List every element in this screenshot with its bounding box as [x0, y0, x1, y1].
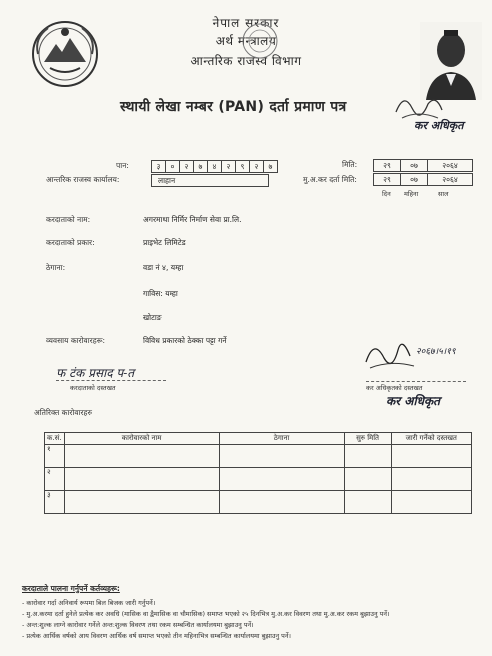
reg-date-label: मु.अ.कर दर्ता मिति:	[303, 175, 357, 184]
address-district: खोटाङ	[143, 313, 162, 322]
duty-item: - कारोवार गर्दा अनिवार्य रूपमा बिल बिजक जारी गर्नुपर्ने।	[22, 599, 156, 607]
table-row	[45, 491, 472, 514]
taxpayer-type-label: करदाताको प्रकार:	[46, 238, 95, 247]
ministry-line: अर्थ मन्त्रालय	[215, 34, 277, 48]
government-line: नेपाल सरकार	[212, 16, 280, 30]
issue-date	[373, 159, 473, 172]
reg-date	[373, 173, 473, 186]
pan-number	[151, 160, 278, 173]
business-value: विविध प्रकारको ठेक्का पट्टा गर्ने	[143, 336, 227, 345]
duty-item: - मु.अ.करमा दर्ता हुनेले प्रत्येक कर अवधि (मासिक वा द्वैमासिक वा चौमासिक) समाप्त भएको २५ दिनभित्र मु.अ.कर विवरण तथा मु.अ.कर रकम बुझाउनु पर्ने।	[22, 610, 390, 618]
pan-label: पान:	[116, 161, 129, 170]
row-cell	[391, 445, 471, 468]
row-serial: ३	[45, 491, 65, 514]
reg-month: ०७	[401, 174, 428, 185]
issue-month: ०७	[401, 160, 428, 171]
taxpayer-signature: फ टंक प्रसाद प-त	[56, 366, 135, 380]
duty-item: - प्रत्येक आर्थिक वर्षको आय विवरण आर्थिक वर्ष समाप्त भएको तीन महिनाभित्र सम्बन्धित कार्यालयमा बुझाउनु पर्ने।	[22, 632, 291, 640]
col-start-date: सुरु मिति	[344, 433, 391, 445]
col-issuer-signature: जारी गर्नेको दस्तखत	[391, 433, 471, 445]
issue-date-label: मिति:	[342, 160, 358, 169]
row-cell	[391, 468, 471, 491]
date-col-year: साल	[438, 190, 449, 198]
pan-digit: २	[250, 161, 264, 172]
table-row	[45, 445, 472, 468]
issue-day: २९	[374, 160, 401, 171]
officer-signature-scribble	[362, 332, 418, 376]
row-cell	[391, 491, 471, 514]
reg-year: २०६४	[442, 175, 458, 184]
office-value: लाहान	[158, 176, 176, 185]
extra-business-table	[44, 432, 472, 514]
office-value-box	[151, 174, 269, 187]
department-line: आन्तरिक राजस्व विभाग	[190, 54, 302, 68]
row-cell	[219, 445, 344, 468]
row-serial: १	[45, 445, 65, 468]
table-row	[45, 468, 472, 491]
duties-heading: करदाताले पालना गर्नुपर्ने कर्तव्यहरू:	[22, 584, 120, 593]
pan-digit: ३	[152, 161, 166, 172]
col-business-name: कारोवारको नाम	[64, 433, 219, 445]
business-label: व्यवसाय कारोवारहरू:	[46, 336, 106, 345]
col-address: ठेगाना	[219, 433, 344, 445]
officer-signature-label: कर अधिकृतको दस्तखत	[366, 384, 423, 392]
date-col-month: महिना	[404, 190, 419, 198]
row-cell	[64, 491, 219, 514]
officer-title-stamp: कर अधिकृत	[386, 394, 441, 408]
row-cell	[344, 445, 391, 468]
date-col-day: दिन	[382, 190, 391, 198]
row-cell	[344, 468, 391, 491]
row-cell	[64, 445, 219, 468]
pan-digit: २	[222, 161, 236, 172]
row-cell	[219, 468, 344, 491]
extra-business-label: अतिरिक्त कारोवारहरु	[34, 408, 92, 417]
stamp-text: कर अधिकृत	[414, 119, 464, 132]
taxpayer-signature-line	[56, 380, 166, 381]
col-serial: क.सं.	[45, 433, 65, 445]
row-cell	[219, 491, 344, 514]
taxpayer-signature-label: करदाताको दस्तखत	[70, 384, 116, 392]
taxpayer-name-value: अगरमाथा निर्मिर निर्माण सेवा प्रा.लि.	[143, 215, 242, 224]
pan-digit: ४	[208, 161, 222, 172]
office-label: आन्तरिक राजस्व कार्यालय:	[46, 175, 120, 184]
officer-signature-date: २०६७।५।१९	[416, 347, 456, 357]
row-cell	[344, 491, 391, 514]
reg-day: २९	[374, 174, 401, 185]
address-label: ठेगाना:	[46, 263, 66, 272]
pan-digit: ९	[236, 161, 250, 172]
officer-signature-line	[366, 381, 466, 382]
taxpayer-type-value: प्राइभेट लिमिटेड	[143, 238, 186, 247]
duty-item: - अन्त:शुल्क लाग्ने कारोवार गर्नेले अन्त:शुल्क विवरण तथा रकम सम्बन्धित कार्यालयमा बुझाउनु पर्ने।	[22, 621, 254, 629]
address-ward: वडा नं ४, यम्हा	[143, 263, 184, 272]
row-cell	[64, 468, 219, 491]
taxpayer-name-label: करदाताको नाम:	[46, 215, 91, 224]
issue-year: २०६४	[442, 161, 458, 170]
pan-digit: ७	[194, 161, 208, 172]
row-serial: २	[45, 468, 65, 491]
page-title: स्थायी लेखा नम्बर (PAN) दर्ता प्रमाण पत्र	[120, 99, 347, 115]
header-seal-icon	[240, 12, 280, 70]
pan-digit: ०	[166, 161, 180, 172]
address-vdc: गाविस: यम्हा	[143, 289, 178, 298]
table-header-row	[45, 433, 472, 445]
pan-digit: २	[180, 161, 194, 172]
pan-digit: ७	[268, 162, 273, 171]
